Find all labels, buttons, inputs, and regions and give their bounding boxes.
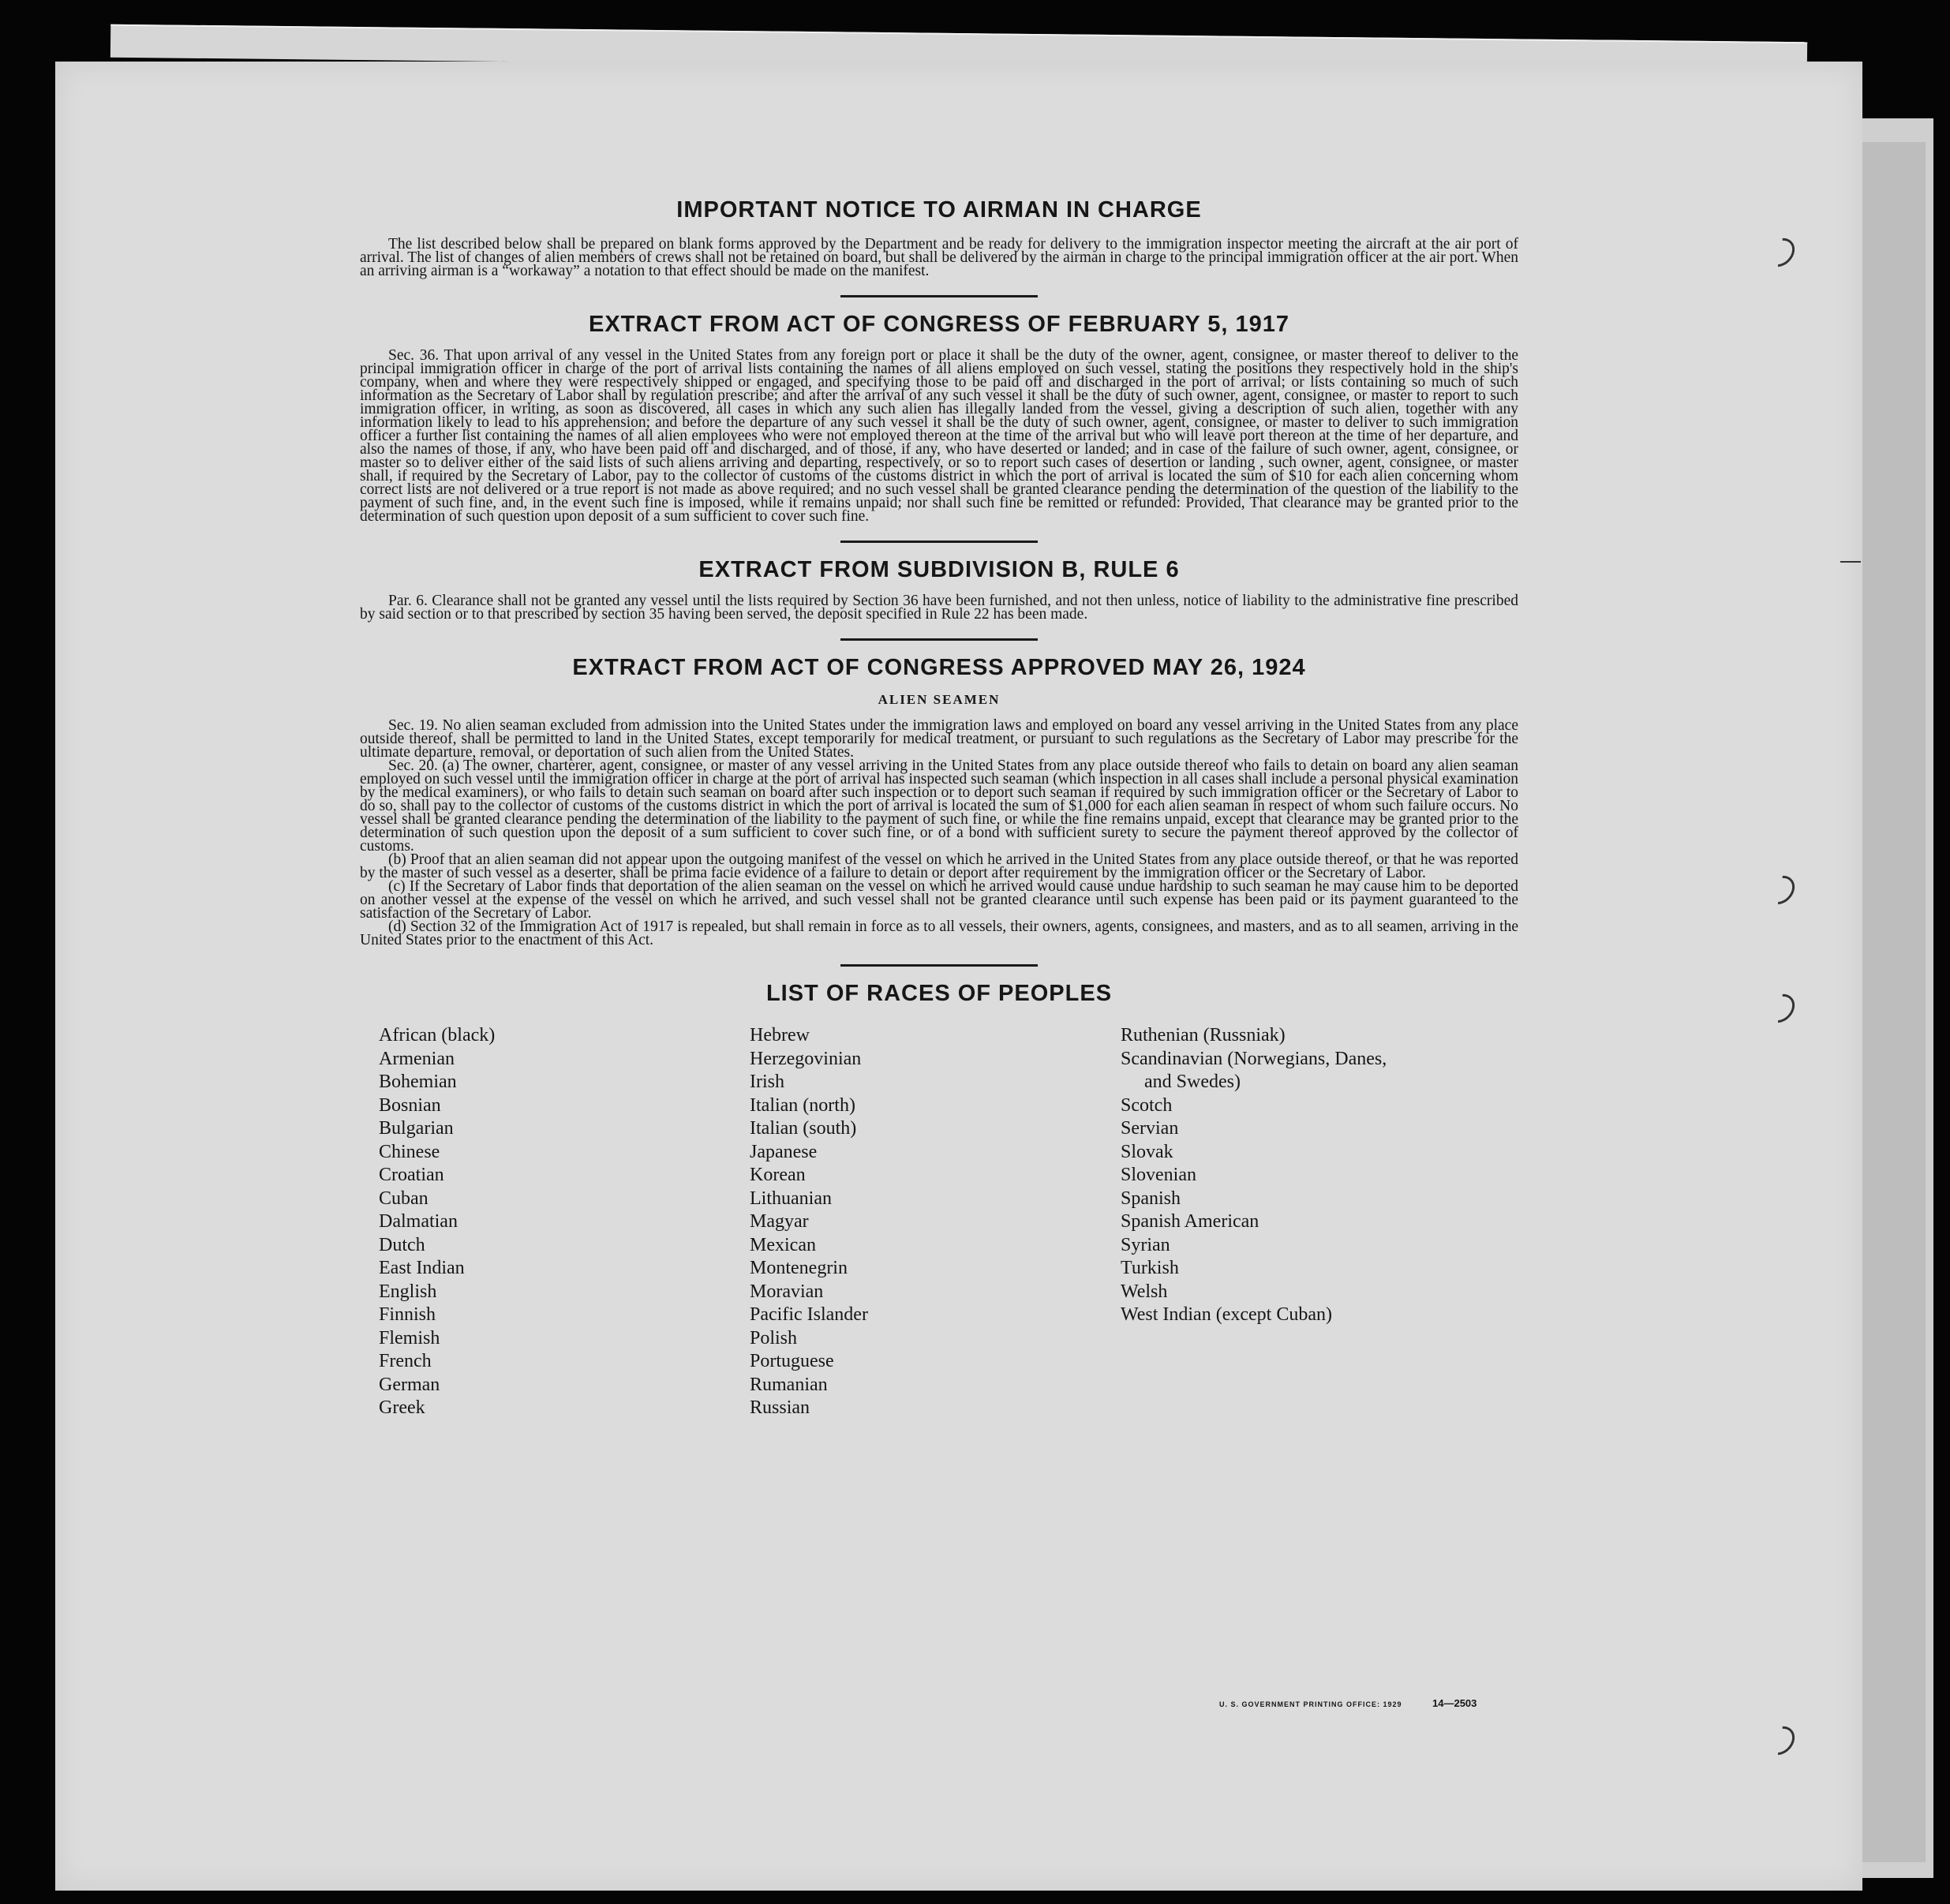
race-item: Pacific Islander — [750, 1304, 868, 1325]
race-item: West Indian (except Cuban) — [1121, 1304, 1332, 1325]
races-list — [379, 1024, 1547, 1420]
race-item: Croatian — [379, 1165, 444, 1185]
race-item: Dalmatian — [379, 1211, 458, 1232]
race-item: Polish — [750, 1327, 798, 1349]
race-item: Slovak — [1121, 1141, 1173, 1162]
race-item: Irish — [750, 1072, 784, 1092]
punch-hole — [1761, 870, 1801, 911]
act-1924-title: EXTRACT FROM ACT OF CONGRESS APPROVED MAY 26, 1924 — [572, 655, 1306, 680]
race-item: Ruthenian (Russniak) — [1121, 1025, 1286, 1046]
races-column-2 — [750, 1024, 1121, 1420]
punch-hole — [1761, 233, 1801, 273]
alien-seamen-subheading: ALIEN SEAMEN — [878, 692, 1001, 707]
race-item: Bohemian — [379, 1072, 457, 1092]
race-item-continuation: and Swedes) — [1144, 1072, 1241, 1092]
race-item: Spanish American — [1121, 1211, 1259, 1232]
section-divider — [840, 541, 1038, 543]
race-item: Scandinavian (Norwegians, Danes, — [1121, 1048, 1387, 1069]
section-19-text: Sec. 19. No alien seaman excluded from admission into the United States under the immigration laws and employed on board any vessel arriving in the United States from any place outside thereof, shall be permitted to land in the United States, except temporarily for medical treatment, or pursuant to such regulations as the Secretary of Labor may prescribe for the ultimate departure, removal, or deportation of such alien from the United States. — [360, 717, 1518, 761]
races-column-1 — [379, 1024, 750, 1420]
race-item: Rumanian — [750, 1374, 828, 1395]
section-36-text: Sec. 36. That upon arrival of any vessel in the United States from any foreign port or place it shall be the duty of the owner, agent, consignee, or master thereof to deliver to the principal immigration officer in charge of the port of arrival lists containing the names of all aliens employed on such vessel, stating the positions they respectively hold in the ship's company, when and where they were respectively shipped or engaged, and specifying those to be paid off and discharged in the port of arrival; or lists containing so much of such information as the Secretary of Labor shall by regulation prescribe; and after the arrival of any such vessel it shall be the duty of such owner, agent, consignee, or master to report to such immigration officer, in writing, as soon as discovered, all cases in which any such alien has illegally landed from the vessel, giving a description of such alien, together with any information likely to lead to his apprehension; and before the departure of any such vessel it shall be the duty of such owner, agent, consignee, or master to deliver to such immigration officer a further list containing the names of all alien employees who were not employed thereon at the time of the arrival but who will leave port thereon at the time of her departure, and also the names of those, if any, who have been paid off and discharged, and of those, if any, who have deserted or landed; and in case of the failure of such owner, agent, consignee, or master so to deliver either of the said lists of such aliens arriving and departing, respectively, or so to report such cases of desertion or landing , such owner, agent, consignee, or master shall, if required by the Secretary of Labor, pay to the collector of customs of the customs district in which the port of arrival is located the sum of $10 for each alien concerning whom correct lists are not delivered or a true report is not made as above required; and no such vessel shall be granted clearance pending the determination of the question of the liability to the payment of such fine, and, in the event such fine is imposed, while it remains unpaid; nor shall such fine be remitted or refunded: Provided, That clearance may be granted prior to the determination of such question upon deposit of a sum sufficient to cover such fine. — [360, 347, 1518, 525]
race-item: Cuban — [379, 1188, 429, 1209]
race-item: Slovenian — [1121, 1165, 1196, 1185]
section-divider — [840, 964, 1038, 967]
notice-body: The list described below shall be prepared on blank forms approved by the Department and be ready for delivery to the immigration inspector meeting the aircraft at the air port of arrival. The list of changes of alien members of crews shall not be retained on board, but shall be delivered by the airman in charge to the principal immigration officer at the air port. When an arriving airman is a “workaway” a notation to that effect should be made on the manifest. — [360, 236, 1518, 279]
race-item: Dutch — [379, 1234, 425, 1255]
race-item: French — [379, 1351, 432, 1371]
section-20c-text: (c) If the Secretary of Labor finds that deportation of the alien seaman on the vessel on which he arrived would cause undue hardship to such seaman he may cause him to be deported on another vessel at the expense of the vessel on which he arrived, and such vessel shall not be granted clearance until such expense has been paid or its payment guaranteed to the satisfaction of the Secretary of Labor. — [360, 878, 1518, 922]
section-divider — [840, 638, 1038, 641]
race-item: Portuguese — [750, 1351, 834, 1371]
race-item: Herzegovinian — [750, 1048, 862, 1069]
rule-6-title: EXTRACT FROM SUBDIVISION B, RULE 6 — [698, 557, 1180, 582]
race-item: Spanish — [1121, 1188, 1181, 1209]
section-20b-text: (b) Proof that an alien seaman did not appear upon the outgoing manifest of the vessel on which he arrived in the United States from any place outside thereof, or that he was reported by the master of such vessel as a deserter, shall be prima facie evidence of a failure to detain or deport after requirement by the immigration officer or the Secretary of Labor. — [360, 851, 1518, 881]
race-item: Scotch — [1121, 1094, 1173, 1116]
race-item: Armenian — [379, 1048, 455, 1069]
race-item: Bulgarian — [379, 1118, 454, 1139]
notice-title: IMPORTANT NOTICE TO AIRMAN IN CHARGE — [676, 197, 1202, 223]
race-item: Turkish — [1121, 1258, 1179, 1278]
race-item: Syrian — [1121, 1234, 1170, 1255]
form-code: 14—2503 — [1432, 1697, 1477, 1709]
races-title: LIST OF RACES OF PEOPLES — [765, 981, 1113, 1006]
section-20d-text: (d) Section 32 of the Immigration Act of 1917 is repealed, but shall remain in force as to all vessels, their owners, agents, consignees, and masters, and as to all seamen, arriving in the United States prior to the enactment of this Act. — [360, 918, 1518, 948]
race-item: Greek — [379, 1397, 425, 1418]
race-item: Hebrew — [750, 1025, 810, 1046]
race-item: Welsh — [1121, 1281, 1168, 1302]
race-item: Mexican — [750, 1234, 816, 1255]
punch-mark — [1840, 561, 1861, 563]
race-item: Korean — [750, 1165, 806, 1185]
race-item: Italian (north) — [750, 1094, 855, 1116]
race-item: Italian (south) — [750, 1118, 857, 1139]
race-item: African (black) — [379, 1025, 496, 1046]
race-item: Moravian — [750, 1281, 824, 1302]
race-item: Finnish — [379, 1304, 436, 1325]
race-item: English — [379, 1281, 437, 1302]
punch-hole — [1761, 1721, 1801, 1761]
races-column-3 — [1121, 1024, 1492, 1420]
race-item: Chinese — [379, 1141, 440, 1162]
underlying-sheet-shadow — [1862, 142, 1926, 1862]
race-item: Bosnian — [379, 1094, 441, 1116]
race-item: East Indian — [379, 1258, 465, 1278]
race-item: Montenegrin — [750, 1258, 848, 1278]
section-20a-text: Sec. 20. (a) The owner, charterer, agent, consignee, or master of any vessel arriving in the United States from any place outside thereof who fails to detain on board any alien seaman employed on such vessel until the immigration officer in charge at the port of arrival has inspected such seaman (which inspection in all cases shall include a personal physical examination by the medical examiners), or who fails to detain such seaman on board after such inspection or to deport such seaman if required by such immigration officer or the Secretary of Labor to do so, shall pay to the collector of customs of the customs district in which the port of arrival is located the sum of $1,000 for each alien seaman in respect of whom such failure occurs. No vessel shall be granted clearance pending the determination of the liability to the payment of such fine, or while the fine remains unpaid, except that clearance may be granted prior to the determination of such question upon the deposit of a sum sufficient to cover such fine, or of a bond with sufficient surety to secure the payment thereof approved by the collector of customs. — [360, 757, 1518, 855]
act-1917-title: EXTRACT FROM ACT OF CONGRESS OF FEBRUARY 5, 1917 — [588, 312, 1290, 337]
race-item: Magyar — [750, 1211, 809, 1232]
race-item: Flemish — [379, 1327, 440, 1349]
paragraph-6-text: Par. 6. Clearance shall not be granted any vessel until the lists required by Section 36 have been furnished, and not then unless, notice of liability to the administrative fine prescribed by said section or to that prescribed by section 35 having been served, the deposit specified in Rule 22 has been made. — [360, 593, 1518, 623]
document-content — [331, 134, 1547, 1752]
race-item: Lithuanian — [750, 1188, 832, 1209]
race-item: Japanese — [750, 1141, 818, 1162]
race-item: German — [379, 1374, 440, 1395]
race-item: Russian — [750, 1397, 810, 1418]
section-divider — [840, 295, 1038, 297]
printer-imprint: U. S. GOVERNMENT PRINTING OFFICE: 1929 — [1219, 1700, 1402, 1708]
punch-hole — [1761, 989, 1801, 1029]
race-item: Servian — [1121, 1118, 1179, 1139]
